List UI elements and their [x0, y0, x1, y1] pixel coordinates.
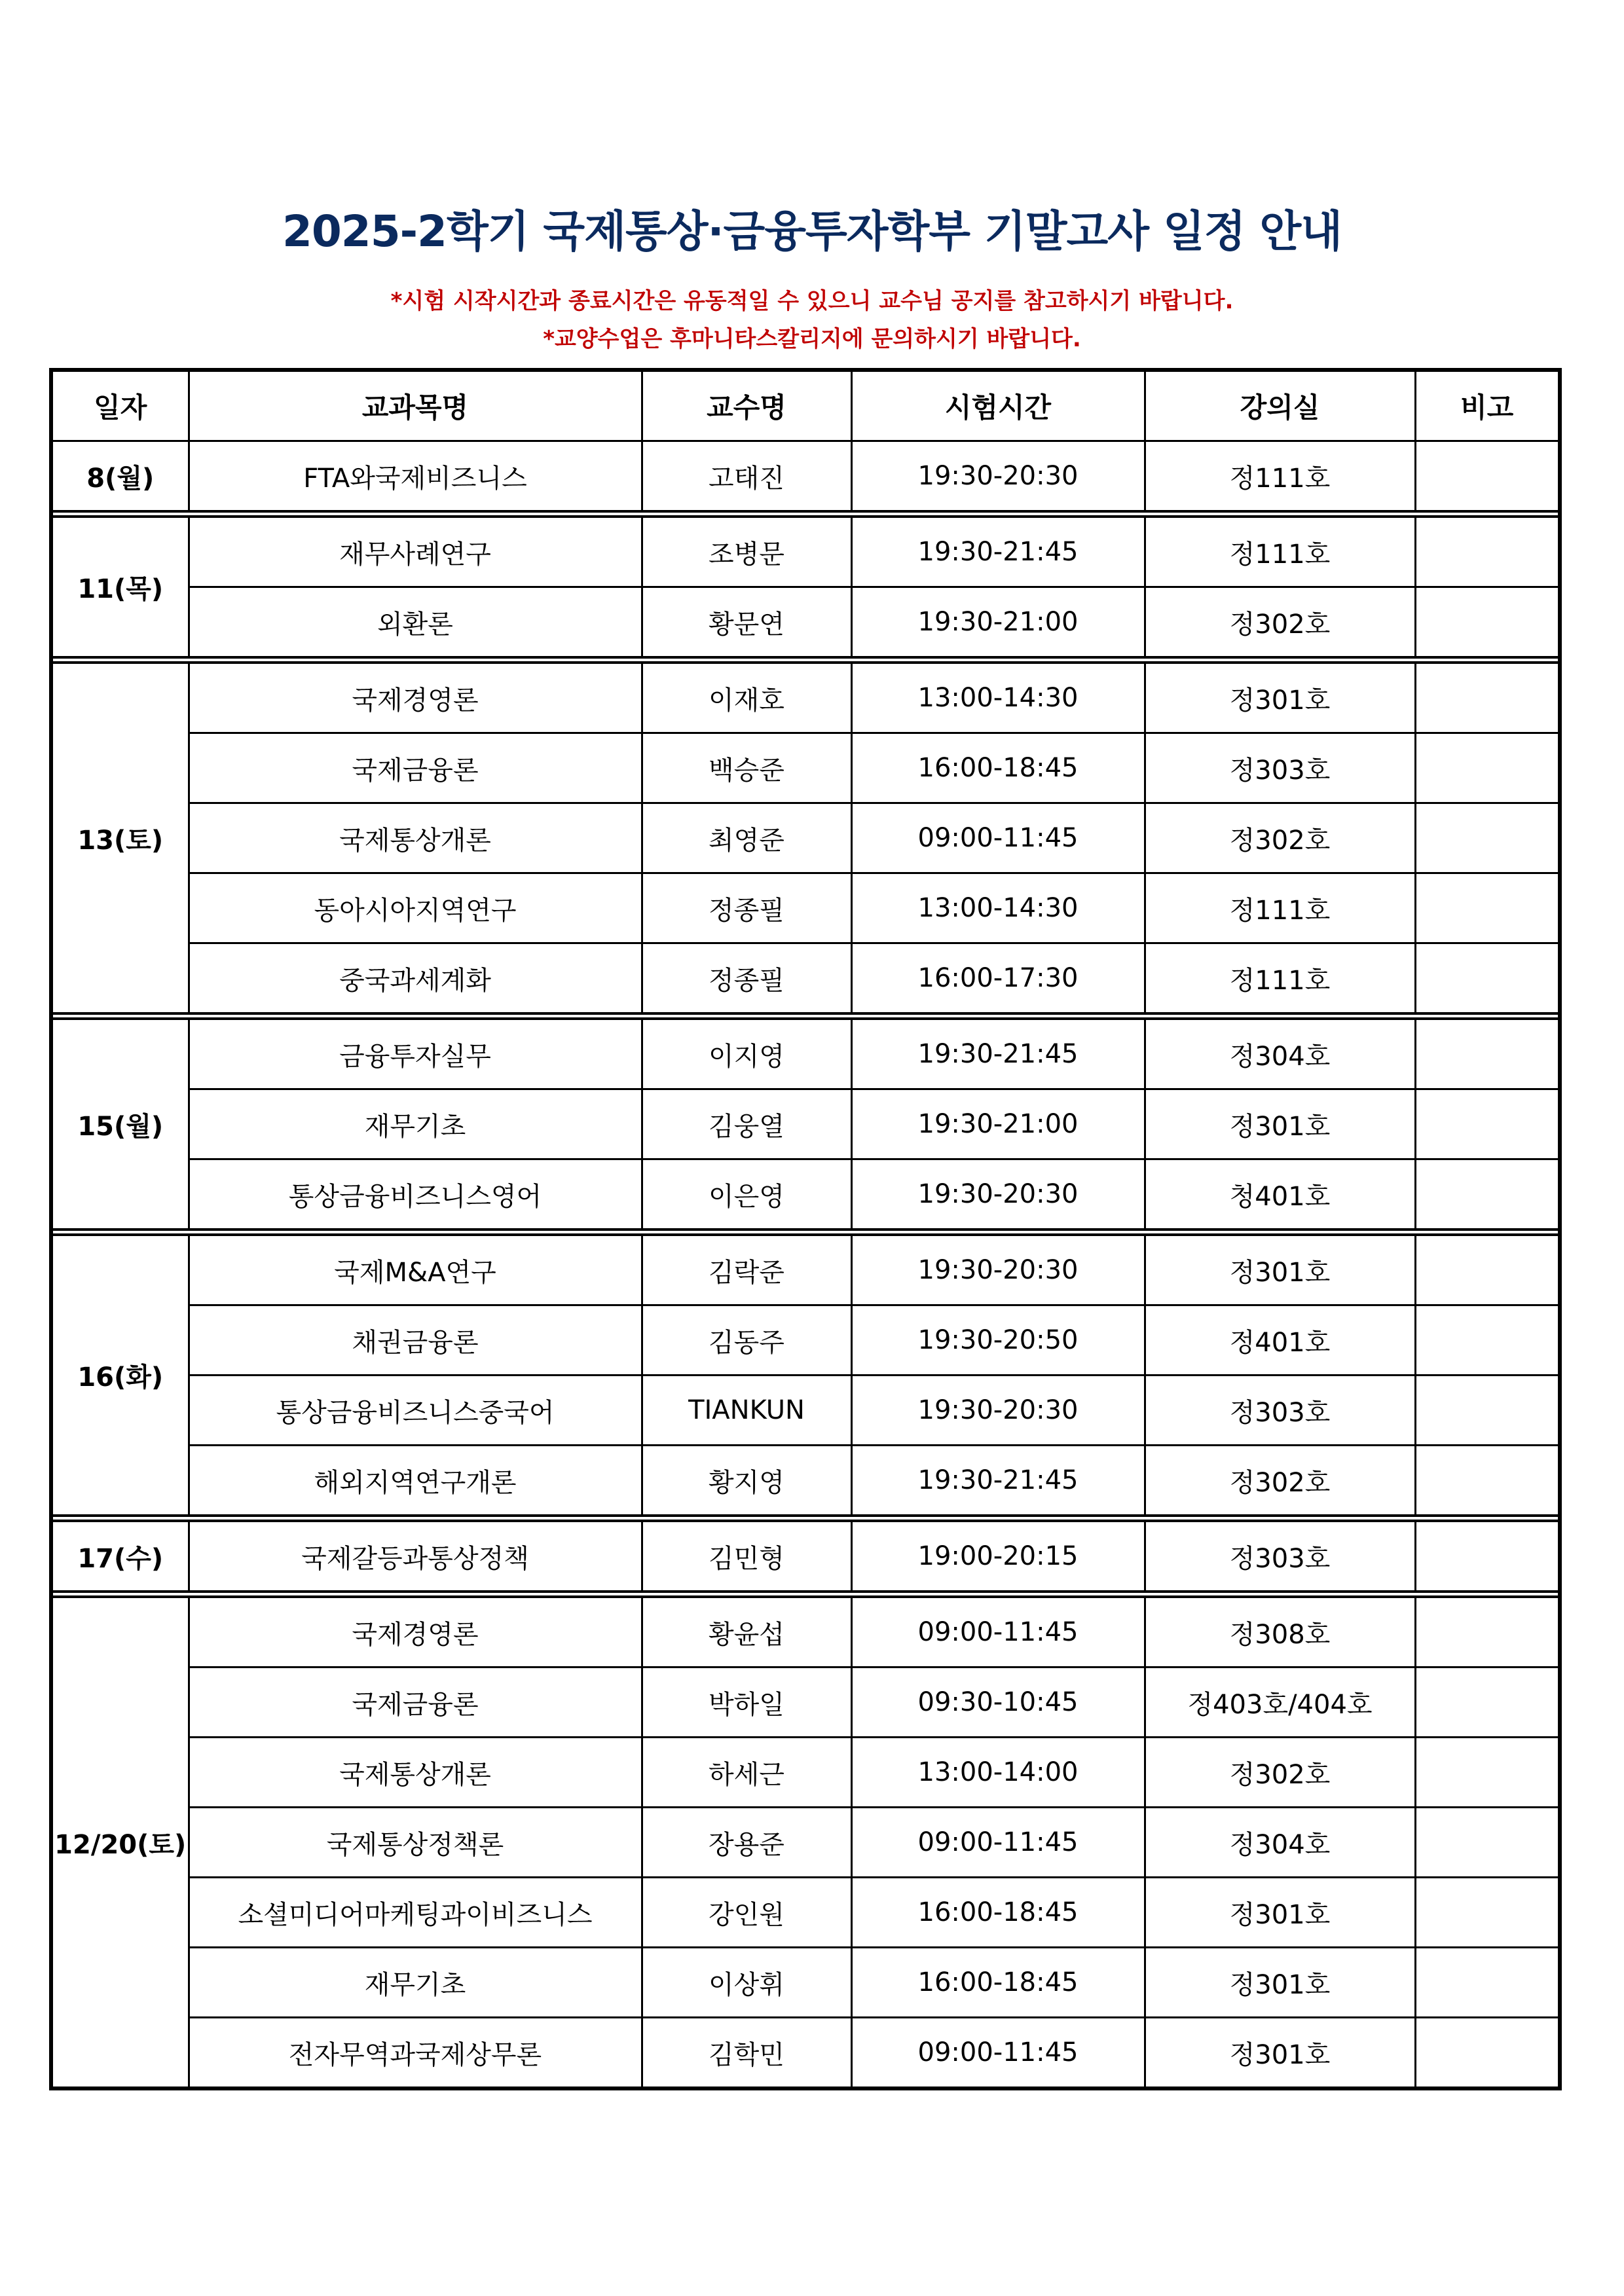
cell-exam-time: 19:30-21:45 [851, 1016, 1145, 1089]
cell-course: 국제통상정책론 [189, 1808, 642, 1878]
cell-room: 정301호 [1145, 2018, 1415, 2087]
cell-room: 정303호 [1145, 1518, 1415, 1594]
cell-professor: 조병문 [642, 514, 851, 587]
cell-note [1415, 514, 1558, 587]
cell-course: 채권금융론 [189, 1305, 642, 1376]
cell-course: 국제갈등과통상정책 [189, 1518, 642, 1594]
header-professor: 교수명 [642, 372, 851, 441]
table-row [53, 1305, 1558, 1376]
table-row [53, 1948, 1558, 2018]
cell-room: 정302호 [1145, 1738, 1415, 1808]
cell-date: 12/20(토) [53, 1594, 189, 2086]
cell-professor: TIANKUN [642, 1376, 851, 1446]
table-header-row [53, 372, 1558, 441]
cell-room: 정111호 [1145, 873, 1415, 943]
cell-room: 정401호 [1145, 1305, 1415, 1376]
cell-professor: 강인원 [642, 1878, 851, 1948]
cell-course: FTA와국제비즈니스 [189, 441, 642, 515]
cell-note [1415, 873, 1558, 943]
cell-exam-time: 13:00-14:30 [851, 660, 1145, 733]
table-row [53, 803, 1558, 873]
cell-room: 정301호 [1145, 660, 1415, 733]
cell-exam-time: 19:30-21:45 [851, 514, 1145, 587]
table-row [53, 1808, 1558, 1878]
cell-note [1415, 1089, 1558, 1159]
cell-exam-time: 09:30-10:45 [851, 1667, 1145, 1738]
cell-note [1415, 1232, 1558, 1305]
cell-note [1415, 587, 1558, 661]
cell-professor: 장용준 [642, 1808, 851, 1878]
cell-room: 정301호 [1145, 1878, 1415, 1948]
cell-exam-time: 19:30-20:30 [851, 1376, 1145, 1446]
cell-professor: 박하일 [642, 1667, 851, 1738]
header-room: 강의실 [1145, 372, 1415, 441]
cell-professor: 이상휘 [642, 1948, 851, 2018]
cell-course: 국제통상개론 [189, 803, 642, 873]
cell-course: 외환론 [189, 587, 642, 661]
cell-professor: 이지영 [642, 1016, 851, 1089]
table-row [53, 514, 1558, 587]
cell-professor: 황윤섭 [642, 1594, 851, 1667]
cell-exam-time: 09:00-11:45 [851, 803, 1145, 873]
cell-professor: 김락준 [642, 1232, 851, 1305]
cell-course: 중국과세계화 [189, 943, 642, 1017]
cell-exam-time: 16:00-18:45 [851, 733, 1145, 803]
cell-course: 국제금융론 [189, 1667, 642, 1738]
cell-professor: 황문연 [642, 587, 851, 661]
cell-room: 정301호 [1145, 1232, 1415, 1305]
table-row [53, 2018, 1558, 2087]
cell-date: 17(수) [53, 1518, 189, 1594]
cell-room: 정303호 [1145, 1376, 1415, 1446]
cell-note [1415, 441, 1558, 515]
cell-room: 정303호 [1145, 733, 1415, 803]
table-row [53, 1518, 1558, 1594]
cell-note [1415, 1446, 1558, 1519]
notice-liberal-arts: *교양수업은 후마니타스칼리지에 문의하시기 바랍니다. [543, 326, 1081, 352]
cell-professor: 백승준 [642, 733, 851, 803]
cell-room: 정304호 [1145, 1016, 1415, 1089]
cell-course: 국제경영론 [189, 660, 642, 733]
cell-professor: 김동주 [642, 1305, 851, 1376]
cell-exam-time: 09:00-11:45 [851, 1594, 1145, 1667]
cell-exam-time: 09:00-11:45 [851, 2018, 1145, 2087]
cell-note [1415, 1016, 1558, 1089]
cell-date: 11(목) [53, 514, 189, 660]
table-row [53, 1016, 1558, 1089]
cell-professor: 김학민 [642, 2018, 851, 2087]
cell-professor: 이은영 [642, 1159, 851, 1233]
cell-professor: 최영준 [642, 803, 851, 873]
cell-exam-time: 13:00-14:30 [851, 873, 1145, 943]
table-row [53, 1232, 1558, 1305]
cell-room: 정302호 [1145, 1446, 1415, 1519]
cell-course: 국제금융론 [189, 733, 642, 803]
table-row [53, 943, 1558, 1017]
header-exam-time: 시험시간 [851, 372, 1145, 441]
table-row [53, 441, 1558, 515]
cell-exam-time: 19:30-21:00 [851, 1089, 1145, 1159]
cell-professor: 정종필 [642, 873, 851, 943]
cell-professor: 이재호 [642, 660, 851, 733]
cell-note [1415, 803, 1558, 873]
cell-date: 16(화) [53, 1232, 189, 1518]
cell-exam-time: 19:30-20:30 [851, 1232, 1145, 1305]
cell-room: 정302호 [1145, 803, 1415, 873]
notice-exam-time: *시험 시작시간과 종료시간은 유동적일 수 있으니 교수님 공지를 참고하시기 바랍니다. [390, 288, 1234, 314]
cell-exam-time: 19:30-20:30 [851, 1159, 1145, 1233]
table-row [53, 1878, 1558, 1948]
cell-room: 정111호 [1145, 943, 1415, 1017]
cell-room: 정403호/404호 [1145, 1667, 1415, 1738]
cell-course: 소셜미디어마케팅과이비즈니스 [189, 1878, 642, 1948]
cell-note [1415, 1948, 1558, 2018]
table-row [53, 587, 1558, 661]
header-date: 일자 [53, 372, 189, 441]
cell-course: 재무사례연구 [189, 514, 642, 587]
cell-note [1415, 1594, 1558, 1667]
cell-exam-time: 16:00-18:45 [851, 1948, 1145, 2018]
cell-exam-time: 09:00-11:45 [851, 1808, 1145, 1878]
cell-exam-time: 19:30-21:00 [851, 587, 1145, 661]
cell-course: 재무기초 [189, 1089, 642, 1159]
cell-date: 13(토) [53, 660, 189, 1016]
table-row [53, 873, 1558, 943]
cell-course: 동아시아지역연구 [189, 873, 642, 943]
cell-note [1415, 943, 1558, 1017]
cell-date: 8(월) [53, 441, 189, 515]
cell-room: 정111호 [1145, 514, 1415, 587]
cell-course: 국제경영론 [189, 1594, 642, 1667]
cell-room: 정304호 [1145, 1808, 1415, 1878]
table-row [53, 1089, 1558, 1159]
cell-note [1415, 660, 1558, 733]
table-row [53, 1738, 1558, 1808]
cell-note [1415, 1159, 1558, 1233]
cell-professor: 김민형 [642, 1518, 851, 1594]
cell-exam-time: 16:00-18:45 [851, 1878, 1145, 1948]
table-row [53, 1376, 1558, 1446]
exam-schedule-table [49, 368, 1562, 2090]
cell-exam-time: 13:00-14:00 [851, 1738, 1145, 1808]
cell-room: 정302호 [1145, 587, 1415, 661]
cell-note [1415, 1808, 1558, 1878]
cell-professor: 김웅열 [642, 1089, 851, 1159]
table-row [53, 1667, 1558, 1738]
cell-professor: 황지영 [642, 1446, 851, 1519]
table-row [53, 660, 1558, 733]
table-row [53, 1594, 1558, 1667]
cell-room: 정111호 [1145, 441, 1415, 515]
cell-note [1415, 2018, 1558, 2087]
cell-room: 청401호 [1145, 1159, 1415, 1233]
cell-room: 정301호 [1145, 1948, 1415, 2018]
cell-professor: 정종필 [642, 943, 851, 1017]
table-row [53, 1446, 1558, 1519]
cell-course: 통상금융비즈니스영어 [189, 1159, 642, 1233]
cell-professor: 하세근 [642, 1738, 851, 1808]
cell-exam-time: 19:30-20:50 [851, 1305, 1145, 1376]
cell-room: 정308호 [1145, 1594, 1415, 1667]
cell-course: 전자무역과국제상무론 [189, 2018, 642, 2087]
cell-note [1415, 733, 1558, 803]
header-note: 비고 [1415, 372, 1558, 441]
cell-note [1415, 1878, 1558, 1948]
cell-note [1415, 1738, 1558, 1808]
cell-course: 국제통상개론 [189, 1738, 642, 1808]
header-course: 교과목명 [189, 372, 642, 441]
cell-course: 재무기초 [189, 1948, 642, 2018]
cell-note [1415, 1518, 1558, 1594]
table-row [53, 733, 1558, 803]
cell-exam-time: 19:00-20:15 [851, 1518, 1145, 1594]
cell-room: 정301호 [1145, 1089, 1415, 1159]
cell-exam-time: 16:00-17:30 [851, 943, 1145, 1017]
cell-date: 15(월) [53, 1016, 189, 1232]
cell-exam-time: 19:30-20:30 [851, 441, 1145, 515]
cell-course: 금융투자실무 [189, 1016, 642, 1089]
cell-course: 통상금융비즈니스중국어 [189, 1376, 642, 1446]
cell-exam-time: 19:30-21:45 [851, 1446, 1145, 1519]
cell-note [1415, 1305, 1558, 1376]
cell-course: 국제M&A연구 [189, 1232, 642, 1305]
cell-course: 해외지역연구개론 [189, 1446, 642, 1519]
cell-note [1415, 1667, 1558, 1738]
page-title: 2025-2학기 국제통상·금융투자학부 기말고사 일정 안내 [282, 206, 1342, 257]
cell-professor: 고태진 [642, 441, 851, 515]
cell-note [1415, 1376, 1558, 1446]
table-row [53, 1159, 1558, 1233]
